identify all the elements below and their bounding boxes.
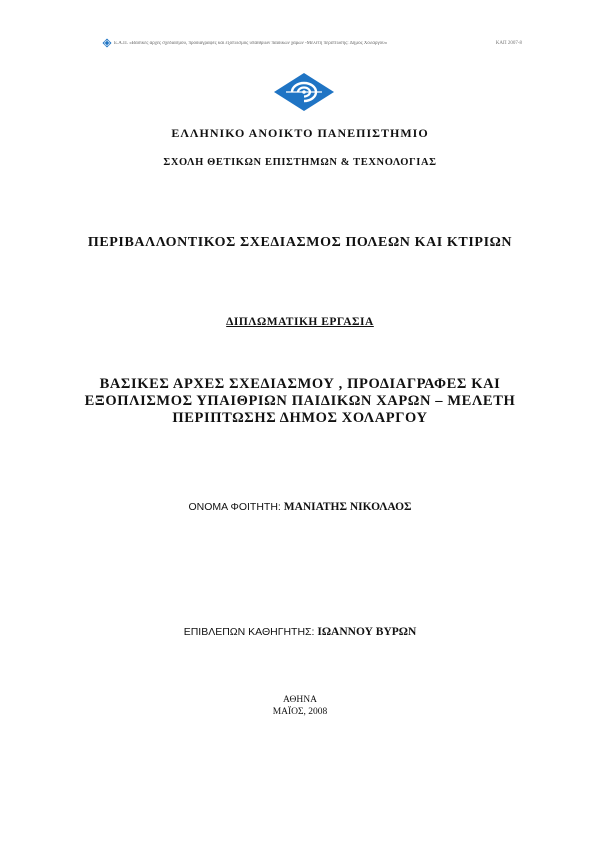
running-header-code: ΚΑΠ 2007-8 [495,40,522,46]
document-type: ΔΙΠΛΩΜΑΤΙΚΗ ΕΡΓΑΣΙΑ [226,316,374,328]
student-name: ΜΑΝΙΑΤΗΣ ΝΙΚΟΛΑΟΣ [283,501,412,513]
supervisor-name: ΙΩΑΝΝΟΥ ΒΥΡΩΝ [317,626,417,638]
program-title: ΠΕΡΙΒΑΛΛΟΝΤΙΚΟΣ ΣΧΕΔΙΑΣΜΟΣ ΠΟΛΕΩΝ ΚΑΙ ΚΤΙΡΙΩΝ [87,235,513,250]
footer-date: ΜΑΪΟΣ, 2008 [272,707,328,717]
supervisor-line [0,626,600,638]
thesis-title-line: ΠΕΡΙΠΤΩΣΗΣ ΔΗΜΟΣ ΧΟΛΑΡΓΟΥ [172,410,428,426]
footer [0,694,600,718]
footer-city: ΑΘΗΝΑ [283,695,317,705]
thesis-title-line: ΒΑΣΙΚΕΣ ΑΡΧΕΣ ΣΧΕΔΙΑΣΜΟΥ , ΠΡΟΔΙΑΓΡΑΦΕΣ ΚΑΙ [99,376,501,392]
school-name: ΣΧΟΛΗ ΘΕΤΙΚΩΝ ΕΠΙΣΤΗΜΩΝ & ΤΕΧΝΟΛΟΓΙΑΣ [163,157,437,168]
thesis-title [0,376,600,427]
running-header [102,36,522,50]
running-header-text: Ε.Α.Π. «Βασικές αρχές σχεδιασμού, προδιαγραφές και εξοπλισμός υπαίθριων παιδικών χαρών -Μελέτη περίπτωσης: Δήμος Χολαργού» [114,40,388,46]
supervisor-label: ΕΠΙΒΛΕΠΩΝ ΚΑΘΗΓΗΤΗΣ: [183,626,315,638]
thesis-title-line: ΕΞΟΠΛΙΣΜΟΣ ΥΠΑΙΘΡΙΩΝ ΠΑΙΔΙΚΩΝ ΧΑΡΩΝ – ΜΕΛΕΤΗ [84,393,516,409]
eap-small-logo-icon [102,38,112,48]
student-label: ΟΝΟΜΑ ΦΟΙΤΗΤΗ: [188,501,281,513]
university-name: ΕΛΛΗΝΙΚΟ ΑΝΟΙΚΤΟ ΠΑΝΕΠΙΣΤΗΜΙΟ [171,126,429,140]
eap-logo-icon [273,72,335,112]
student-line [0,501,600,513]
